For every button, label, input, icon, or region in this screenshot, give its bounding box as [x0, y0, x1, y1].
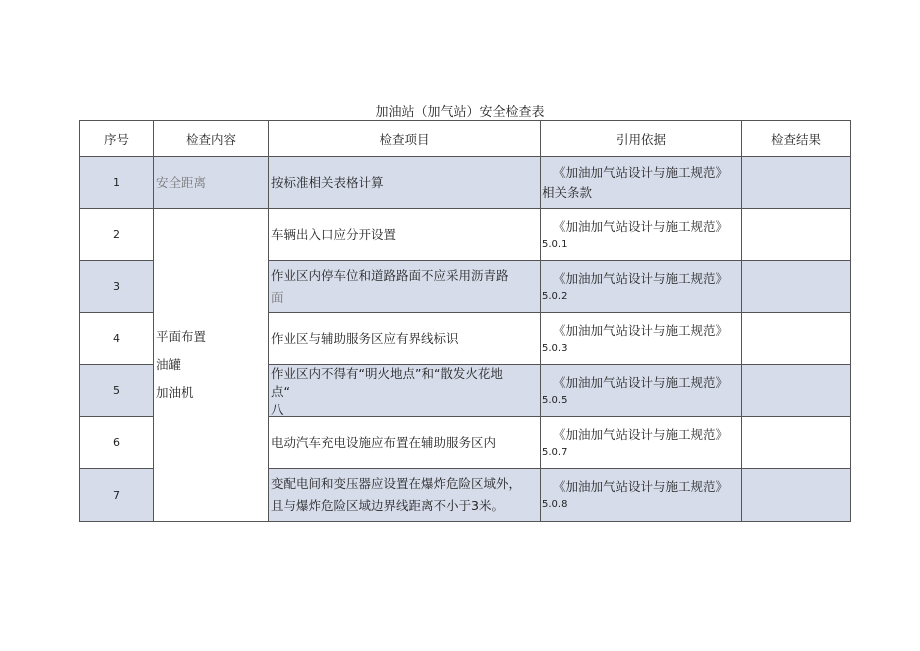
- row-number: 4: [80, 313, 154, 365]
- reference-clause: 5.0.8: [542, 499, 568, 510]
- check-item: 电动汽车充电设施应布置在辅助服务区内: [269, 417, 541, 469]
- reference: [541, 417, 742, 469]
- table-header-row: [80, 121, 851, 157]
- reference-clause: 相关条款: [542, 184, 593, 200]
- row-number: 2: [80, 209, 154, 261]
- reference: [541, 365, 742, 417]
- check-item-line: 八: [271, 402, 284, 415]
- reference-clause: 5.0.3: [542, 342, 568, 354]
- check-item: [269, 469, 541, 522]
- reference-standard: 《加油加气站设计与施工规范》: [553, 218, 729, 234]
- row-number: 3: [80, 261, 154, 313]
- check-result: [742, 261, 851, 313]
- content-line: 油罐: [156, 357, 182, 372]
- check-item: 作业区与辅助服务区应有界线标识: [269, 313, 541, 365]
- reference-clause: 5.0.1: [542, 238, 568, 250]
- reference-clause: 5.0.5: [542, 394, 568, 406]
- header-reference: 引用依据: [541, 121, 742, 157]
- reference: [541, 469, 742, 522]
- reference: [541, 313, 742, 365]
- reference-clause: 5.0.2: [542, 290, 568, 302]
- check-result: [742, 469, 851, 522]
- check-item-line: 作业区内停车位和道路路面不应采用沥青路: [271, 267, 509, 283]
- check-item-text: [271, 365, 540, 415]
- safety-check-table: [79, 120, 851, 522]
- check-item-line: 点“: [271, 384, 290, 399]
- reference-standard: 《加油加气站设计与施工规范》: [553, 479, 729, 494]
- reference-standard: 《加油加气站设计与施工规范》: [553, 426, 729, 442]
- reference-standard: 《加油加气站设计与施工规范》: [553, 374, 729, 390]
- check-result: [742, 313, 851, 365]
- check-item: 车辆出入口应分开设置: [269, 209, 541, 261]
- check-item: [269, 365, 541, 417]
- reference-standard: 《加油加气站设计与施工规范》: [553, 164, 729, 180]
- reference-clause: 5.0.7: [542, 446, 568, 458]
- content-line: 加油机: [156, 385, 194, 400]
- reference-standard: 《加油加气站设计与施工规范》: [553, 322, 729, 338]
- check-item: [269, 261, 541, 313]
- row-number: 7: [80, 469, 154, 522]
- check-content-merged: [154, 209, 269, 522]
- check-result: [742, 157, 851, 209]
- content-line: 平面布置: [156, 329, 207, 344]
- header-item: 检查项目: [269, 121, 541, 157]
- check-content: 安全距离: [154, 157, 269, 209]
- header-content: 检查内容: [154, 121, 269, 157]
- header-result: 检查结果: [742, 121, 851, 157]
- document-title: 加油站（加气站）安全检查表: [375, 105, 545, 120]
- table-row: [80, 157, 851, 209]
- check-result: [742, 365, 851, 417]
- table-row: [80, 209, 851, 261]
- check-item-line: 且与爆炸危险区域边界线距离不小于3米。: [271, 498, 504, 513]
- check-item: 按标准相关表格计算: [269, 157, 541, 209]
- reference: [541, 209, 742, 261]
- row-number: 5: [80, 365, 154, 417]
- header-no: 序号: [80, 121, 154, 157]
- check-item-line: 变配电间和变压器应设置在爆炸危险区域外，: [271, 476, 522, 491]
- reference: [541, 157, 742, 209]
- reference-standard: 《加油加气站设计与施工规范》: [553, 270, 729, 286]
- reference: [541, 261, 742, 313]
- check-result: [742, 417, 851, 469]
- check-item-line: 作业区内不得有“明火地点”和“散发火花地: [271, 366, 503, 381]
- row-number: 6: [80, 417, 154, 469]
- row-number: 1: [80, 157, 154, 209]
- check-result: [742, 209, 851, 261]
- check-item-line: 面: [271, 289, 284, 305]
